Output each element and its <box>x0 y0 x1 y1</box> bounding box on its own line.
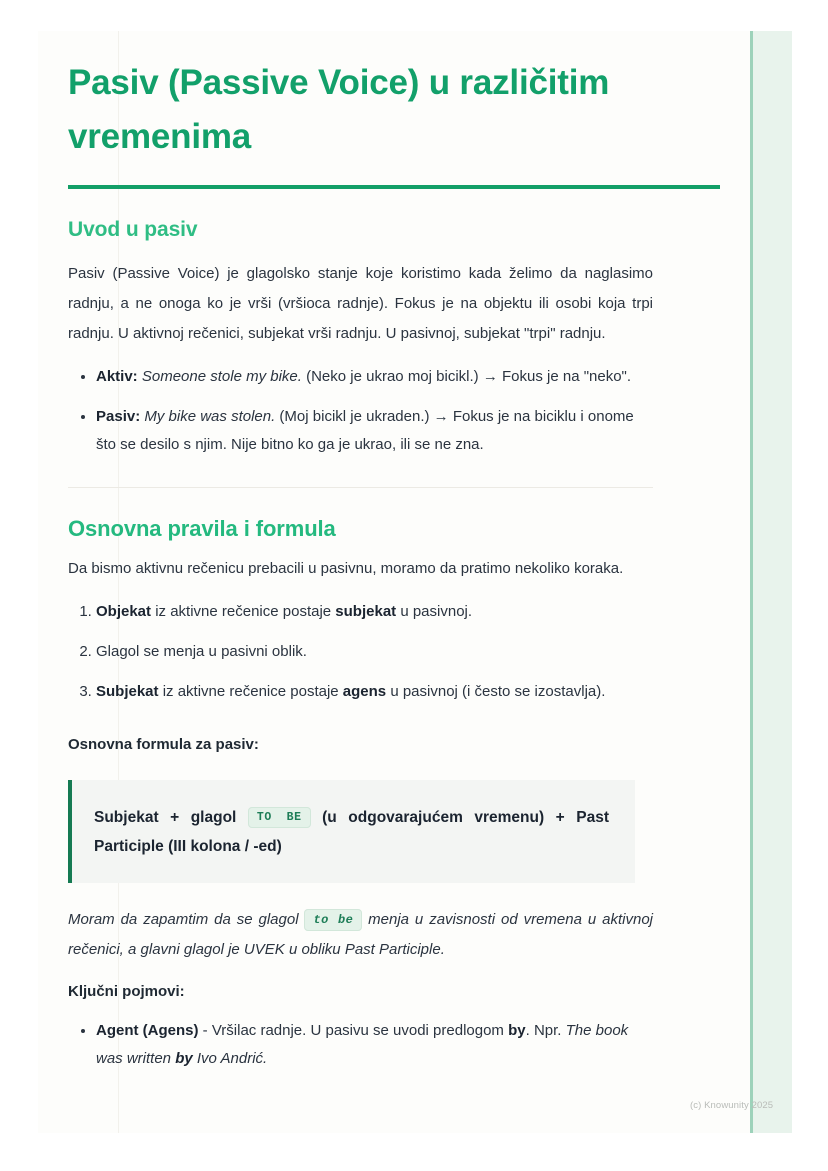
list-item <box>96 1017 653 1073</box>
step-tail: u pasivnoj (i često se izostavlja). <box>386 683 606 700</box>
term-bold-by: by <box>508 1022 526 1039</box>
side-panel <box>750 31 792 1133</box>
formula-label: Osnovna formula za pasiv: <box>68 736 259 753</box>
steps-ordered-list <box>68 598 653 706</box>
step-bold-primary: Subjekat <box>96 683 159 700</box>
step-bold-secondary: subjekat <box>335 603 397 620</box>
bullet-example: Someone stole my bike. <box>141 368 302 385</box>
list-item <box>96 598 653 626</box>
step-bold-secondary: agens <box>342 683 387 700</box>
term-italic-2: Ivo Andrić. <box>192 1050 268 1067</box>
section-paragraph-uvod: Pasiv (Passive Voice) je glagolsko stanje koje koristimo kada želimo da naglasimo radnju, a ne onoga ko je vrši (vršioca radnje). Fokus je na objektu ili osobi koja trpi radnju. U aktivnoj rečenici, subjekat vrši radnju. U pasivnoj, subjekat "trpi" radnju. <box>68 265 653 342</box>
bullet-rest: (Neko je ukrao moj bicikl.) → Fokus je na "neko". <box>301 368 632 385</box>
term-mid-2: . Npr. <box>525 1022 566 1039</box>
page-title: Pasiv (Passive Voice) u različitim vremenima <box>68 63 610 156</box>
term-italic-bold-by: by <box>175 1050 193 1067</box>
term-italic-1: The book was written <box>96 1022 629 1067</box>
terms-label: Ključni pojmovi: <box>68 983 185 1000</box>
uvod-bullet-list <box>68 363 653 459</box>
list-item <box>96 363 653 391</box>
section-paragraph-osnovna-pravila: Da bismo aktivnu rečenicu prebacili u pasivnu, moramo da pratimo nekoliko koraka. <box>68 560 624 577</box>
formula-prefix: Subjekat + glagol <box>94 809 248 826</box>
bullet-label: Aktiv: <box>96 368 138 385</box>
formula-suffix: (u odgovarajućem vremenu) + Past Participle (III kolona / -ed) <box>94 809 609 855</box>
step-mid: Glagol se menja u pasivni oblik. <box>96 643 307 660</box>
side-panel-rule <box>750 31 753 1133</box>
list-item <box>96 678 653 706</box>
formula-callout <box>68 780 635 883</box>
code-chip-to-be-lower: to be <box>304 909 362 931</box>
step-tail: u pasivnoj. <box>396 603 473 620</box>
list-item <box>96 638 653 666</box>
step-mid: iz aktivne rečenice postaje <box>151 603 336 620</box>
term-mid: - Vršilac radnje. U pasivu se uvodi predlogom <box>198 1022 509 1039</box>
note-prefix: Moram da zapamtim da se glagol <box>68 911 305 928</box>
formula-text <box>94 803 609 861</box>
document-content <box>68 56 653 1085</box>
section-heading-uvod: Uvod u pasiv <box>68 218 198 241</box>
bullet-label: Pasiv: <box>96 408 141 425</box>
code-chip-to-be: TO BE <box>248 807 311 828</box>
term-name: Agent (Agens) <box>96 1022 199 1039</box>
note-suffix: menja u zavisnosti od vremena u aktivnoj rečenici, a glavni glagol je UVEK u obliku Past Participle. <box>68 911 653 958</box>
watermark: (c) Knowunity 2025 <box>690 1100 774 1111</box>
terms-bullet-list <box>68 1017 653 1073</box>
section-heading-osnovna-pravila: Osnovna pravila i formula <box>68 516 336 541</box>
step-bold-primary: Objekat <box>96 603 152 620</box>
list-item <box>96 403 653 459</box>
note-paragraph <box>68 905 653 965</box>
step-mid: iz aktivne rečenice postaje <box>158 683 343 700</box>
bullet-rest: (Moj bicikl je ukraden.) → Fokus je na biciklu i onome što se desilo s njim. Nije bitno ko ga je ukrao, ili se ne zna. <box>96 408 634 453</box>
bullet-example: My bike was stolen. <box>144 408 276 425</box>
